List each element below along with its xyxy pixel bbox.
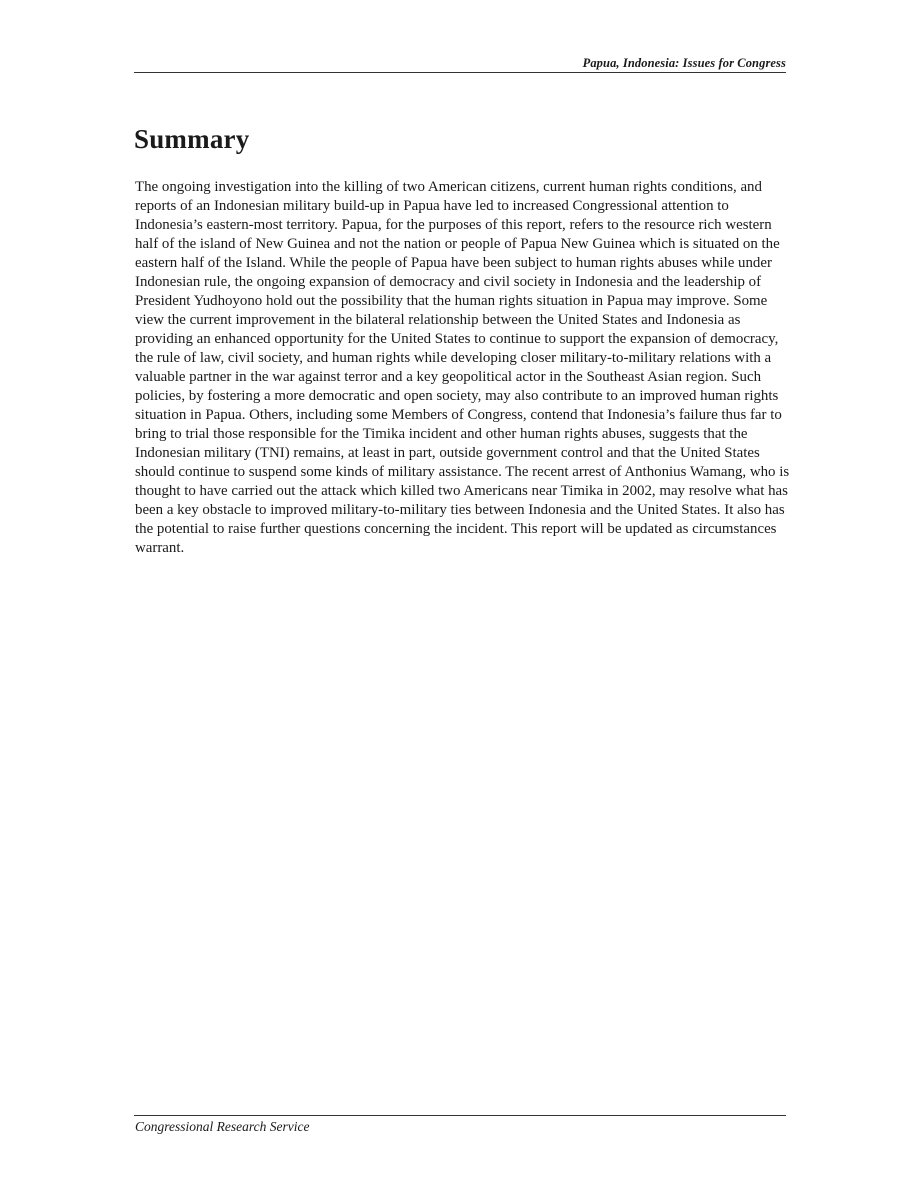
running-header-title: Papua, Indonesia: Issues for Congress	[582, 56, 786, 70]
running-footer-organization: Congressional Research Service	[135, 1119, 310, 1134]
header-divider	[134, 72, 786, 73]
summary-paragraph: The ongoing investigation into the killing of two American citizens, current human rights conditions, and reports of an Indonesian military build-up in Papua have led to increased Congressional attention to Indonesia’s eastern-most territory. Papua, for the purposes of this report, refers to the resource rich western half of the island of New Guinea and not the nation or people of Papua New Guinea which is situated on the eastern half of the Island. While the people of Papua have been subject to human rights abuses while under Indonesian rule, the ongoing expansion of democracy and civil society in Indonesia and the leadership of President Yudhoyono hold out the possibility that the human rights situation in Papua may improve. Some view the current improvement in the bilateral relationship between the United States and Indonesia as providing an enhanced opportunity for the United States to continue to support the expansion of democracy, the rule of law, civil society, and human rights while developing closer military-to-military relations with a valuable partner in the war against terror and a key geopolitical actor in the Southeast Asian region. Such policies, by fostering a more democratic and open society, may also contribute to an improved human rights situation in Papua. Others, including some Members of Congress, contend that Indonesia’s failure thus far to bring to trial those responsible for the Timika incident and other human rights abuses, suggests that the Indonesian military (TNI) remains, at least in part, outside government control and that the United States should continue to suspend some kinds of military assistance. The recent arrest of Anthonius Wamang, who is thought to have carried out the attack which killed two Americans near Timika in 2002, may resolve what has been a key obstacle to improved military-to-military ties between Indonesia and the United States. It also has the potential to raise further questions concerning the incident. This report will be updated as circumstances warrant.	[135, 179, 790, 556]
footer-divider	[134, 1115, 786, 1116]
section-heading: Summary	[134, 124, 250, 154]
